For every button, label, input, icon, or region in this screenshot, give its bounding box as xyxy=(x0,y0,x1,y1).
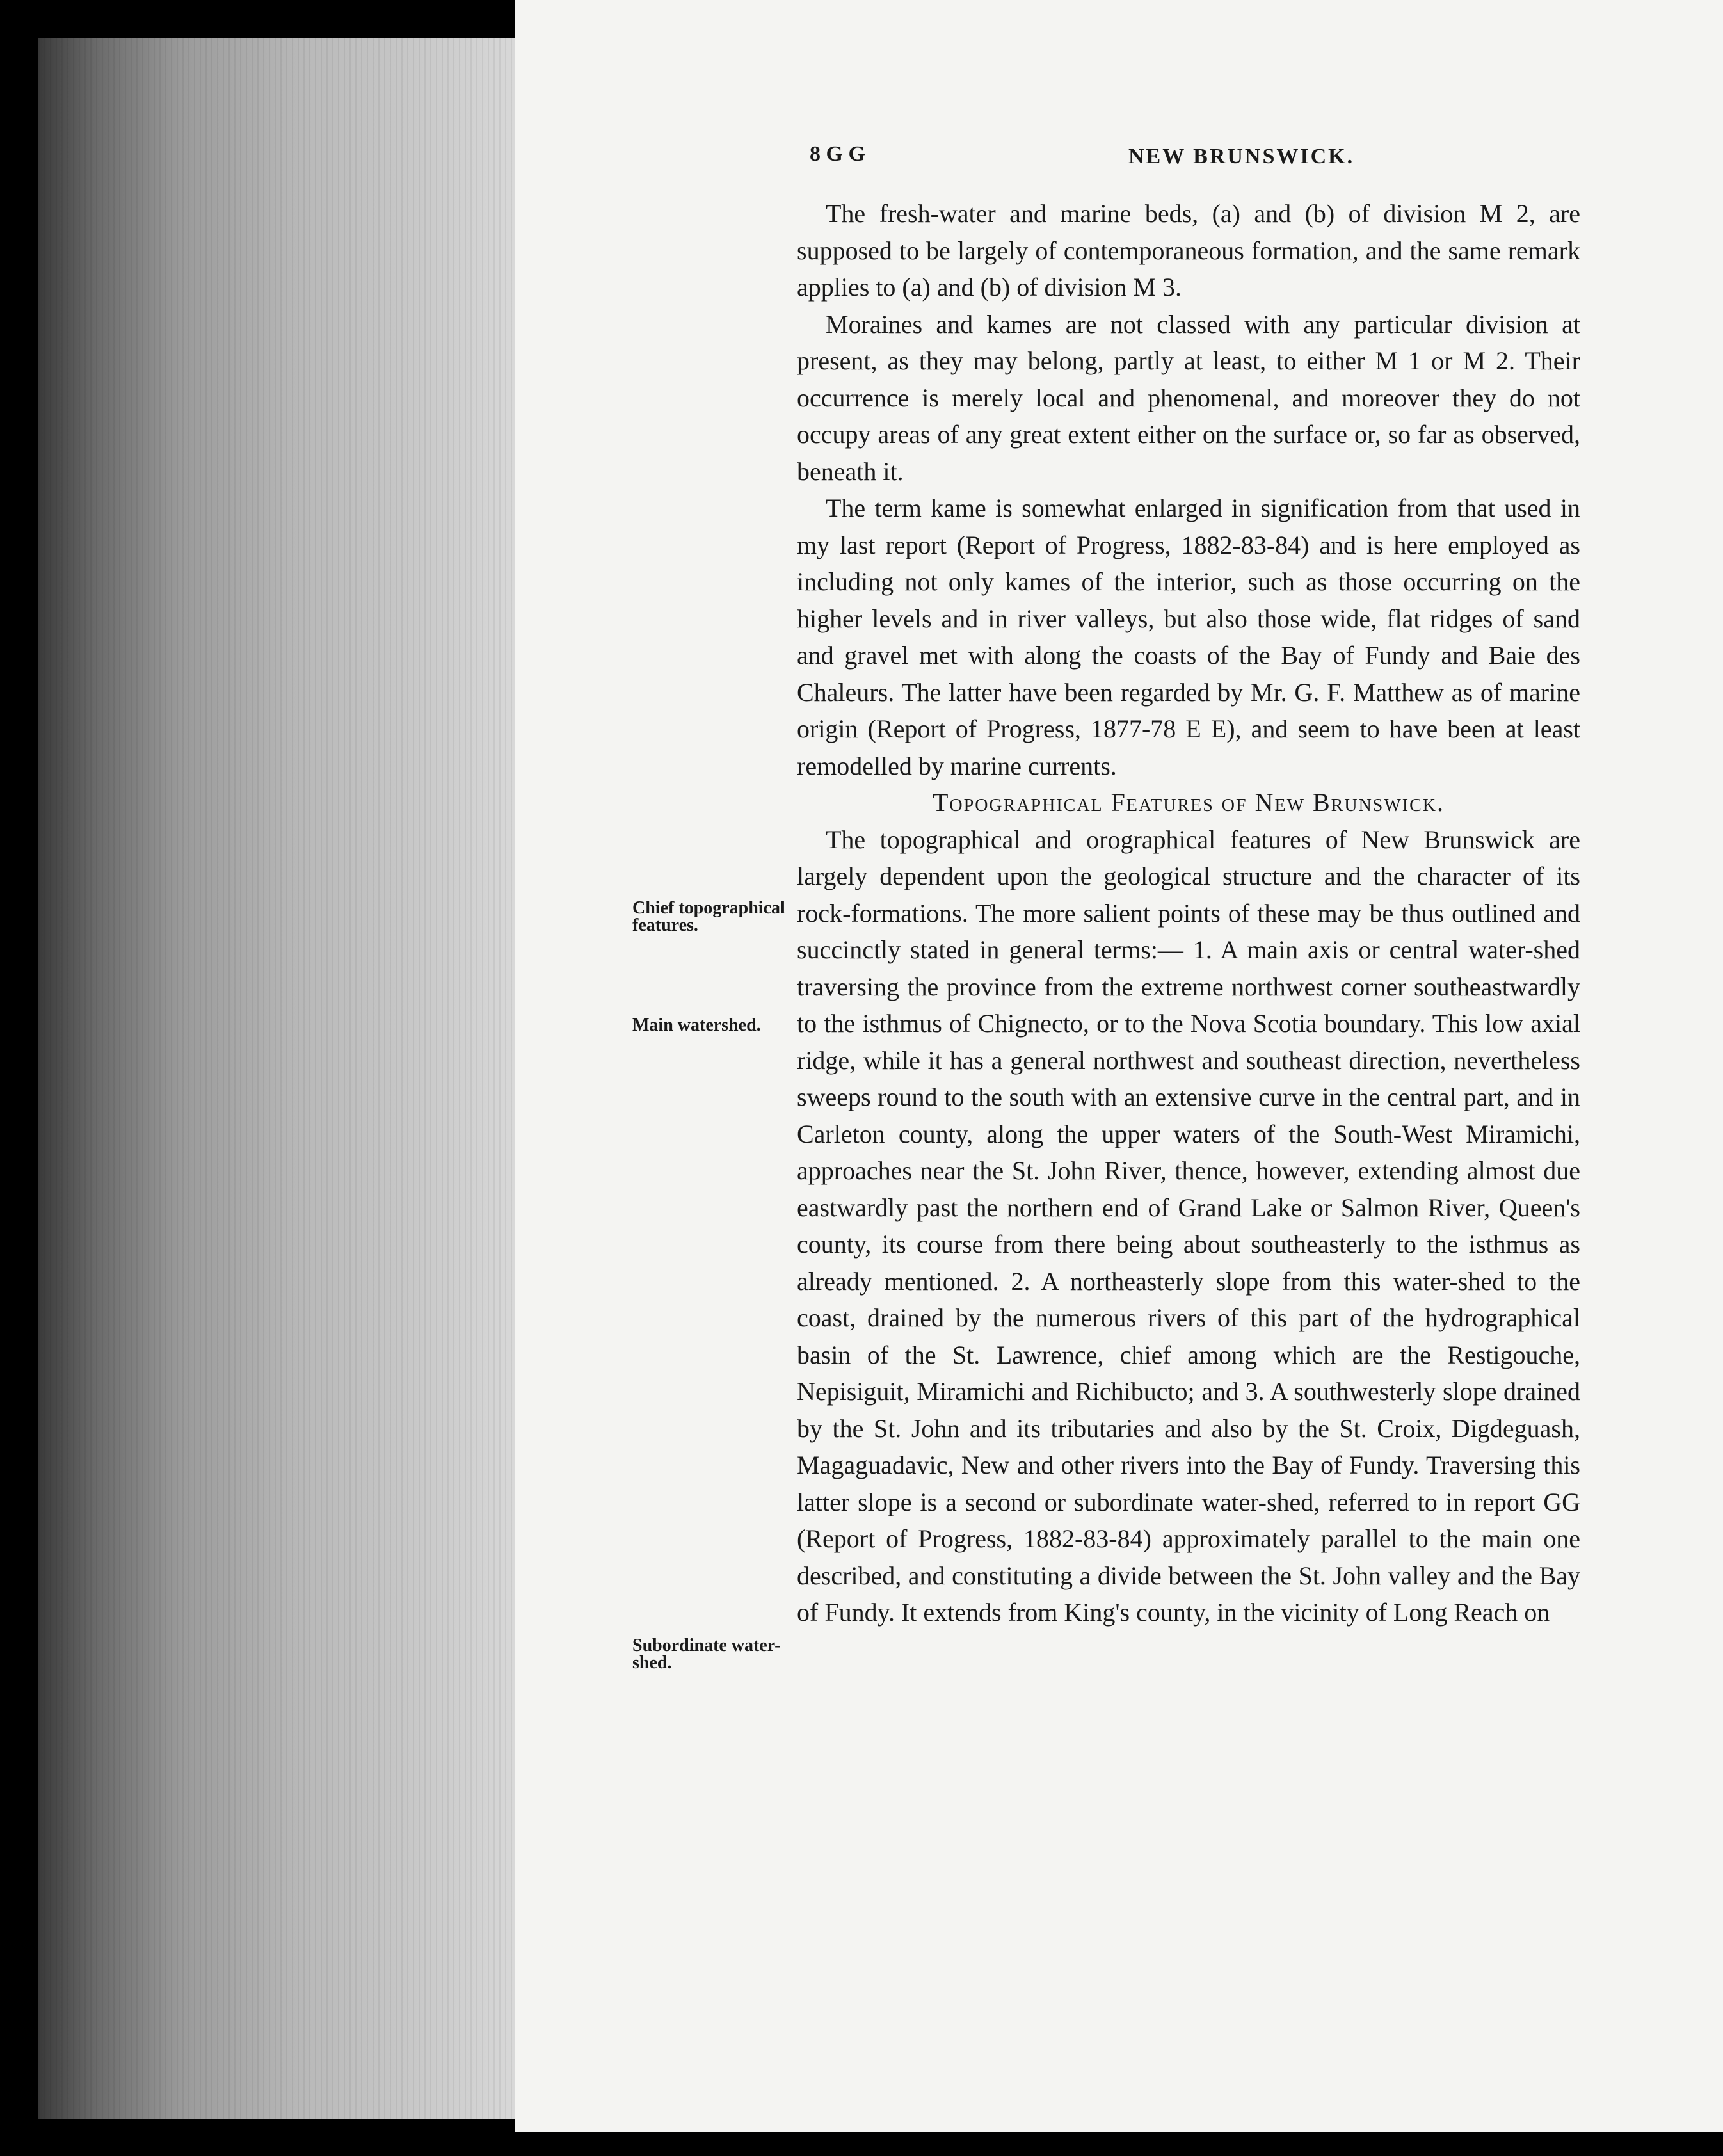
paragraph: The fresh-water and marine beds, (a) and (b) of division M 2, are supposed to be largely of contemporaneous formation, and the same remark applies to (a) and (b) of division M 3. xyxy=(797,199,1580,302)
page xyxy=(515,0,1723,2132)
sidenote-subordinate-watershed: Subordinate water-shed. xyxy=(632,1636,781,1673)
paragraph: The term kame is somewhat enlarged in signification from that used in my last report (Report of Progress, 1882-83-84) and is here employed as including not only kames of the interior, such as those occurring on the higher levels and in river valleys, but also those wide, flat ridges of sand and gravel met with along the coasts of the Bay of Fundy and Baie des Chaleurs. The latter have been regarded by Mr. G. F. Matthew as of marine origin (Report of Progress, 1877-78 E E), and seem to have been at least remodelled by marine currents. xyxy=(797,494,1580,780)
page-number: 8 G G xyxy=(810,142,865,166)
running-head: NEW BRUNSWICK. xyxy=(1128,145,1355,168)
sidenote-main-watershed: Main watershed. xyxy=(632,1015,761,1035)
sidenote-chief-topographical: Chief topographical features. xyxy=(632,898,785,935)
book-spine xyxy=(38,38,515,2119)
section-heading: Topographical Features of New Brunswick. xyxy=(932,788,1445,817)
body-text xyxy=(797,195,1580,1631)
page-header xyxy=(810,142,1685,174)
paragraph: Moraines and kames are not classed with any particular division at present, as they may belong, partly at least, to either M 1 or M 2. Their occurrence is merely local and phenomenal, and moreover they do not occupy areas of any great extent either on the surface or, so far as observed, beneath it. xyxy=(797,309,1580,486)
paragraph: The topographical and orographical features of New Brunswick are largely dependent upon the geological structure and the character of its rock-formations. The more salient points of these may be thus outlined and succinctly stated in general terms:— 1. A main axis or central water-shed traversing the province from the extreme northwest corner southeastwardly to the isthmus of Chignecto, or to the Nova Scotia boundary. This low axial ridge, while it has a general northwest and southeast direction, nevertheless sweeps round to the south with an extensive curve in the central part, and in Carleton county, along the upper waters of the South-West Miramichi, approaches near the St. John River, thence, however, extending almost due eastwardly past the northern end of Grand Lake or Salmon River, Queen's county, its course from there being about southeasterly to the isthmus as already mentioned. 2. A northeasterly slope from this water-shed to the coast, drained by the numerous rivers of this part of the hydrographical basin of the St. Lawrence, chief among which are the Restigouche, Nepisiguit, Miramichi and Richibucto; and 3. A southwesterly slope drained by the St. John and its tributaries and also by the St. Croix, Digdeguash, Magaguadavic, New and other rivers into the Bay of Fundy. Traversing this latter slope is a second or subordinate water-shed, referred to in report GG (Report of Progress, 1882-83-84) approximately parallel to the main one described, and constituting a divide between the St. John valley and the Bay of Fundy. It extends from King's county, in the vicinity of Long Reach on xyxy=(797,825,1580,1627)
